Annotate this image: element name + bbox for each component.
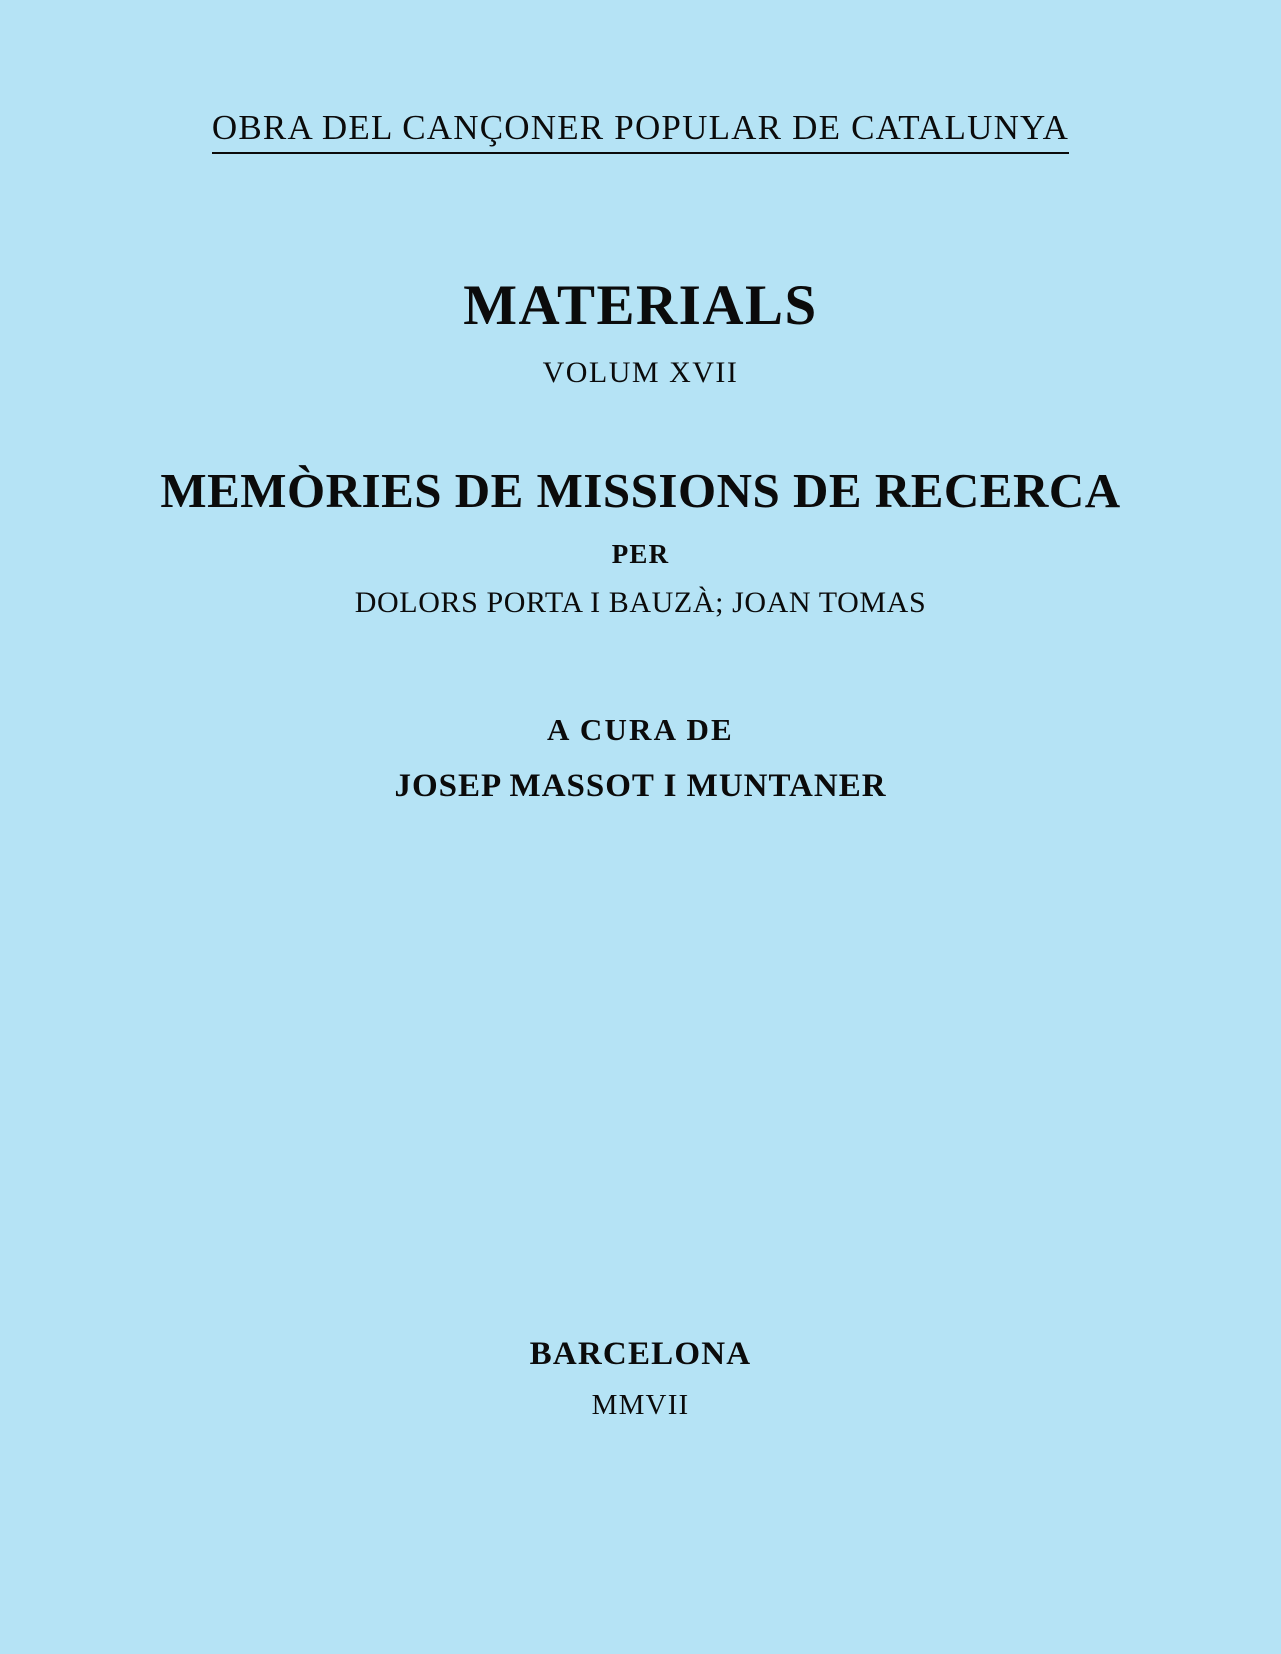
series-title: [0, 108, 1281, 148]
cover-content: [0, 0, 1281, 805]
main-title: MATERIALS: [463, 274, 818, 337]
publication-city: BARCELONA: [529, 1336, 752, 1372]
authors: DOLORS PORTA I BAUZÀ; JOAN TOMAS: [354, 586, 927, 619]
imprint: [0, 1336, 1281, 1422]
editor-label: A CURA DE: [547, 712, 734, 747]
by-label: PER: [611, 539, 670, 569]
subtitle: MEMÒRIES DE MISSIONS DE RECERCA: [160, 463, 1121, 518]
volume-number: VOLUM XVII: [542, 356, 739, 389]
publication-year: MMVII: [591, 1389, 690, 1421]
series-title-text: OBRA DEL CANÇONER POPULAR DE CATALUNYA: [212, 108, 1069, 154]
editor-name: JOSEP MASSOT I MUNTANER: [394, 768, 887, 804]
